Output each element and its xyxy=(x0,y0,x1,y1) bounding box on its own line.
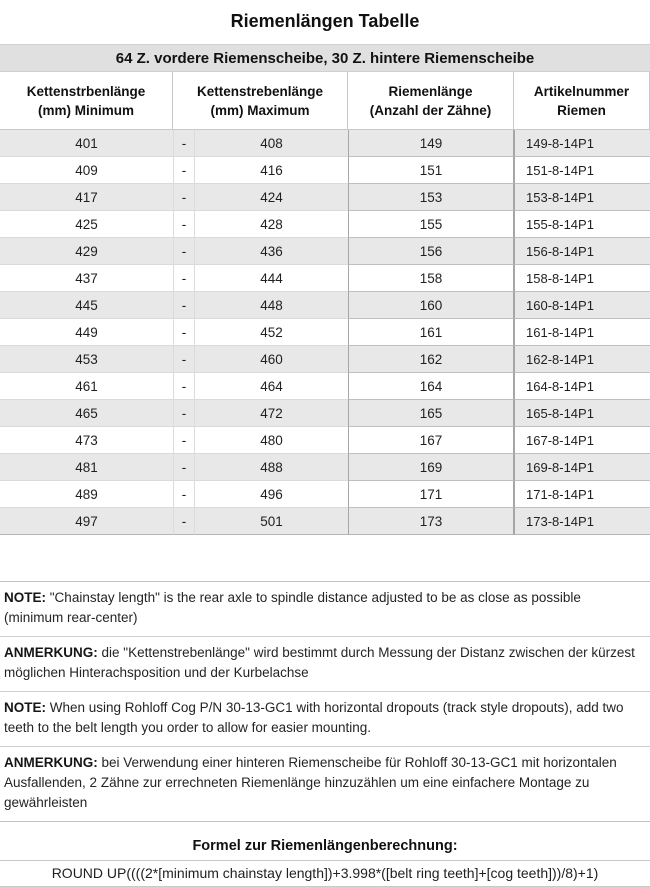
table-row xyxy=(0,454,650,481)
cell-belt-teeth: 160 xyxy=(348,292,514,319)
cell-chainstay-min: 497 xyxy=(0,508,173,535)
cell-chainstay-min: 445 xyxy=(0,292,173,319)
table-row xyxy=(0,481,650,508)
formula-expression: ROUND UP((((2*[minimum chainstay length])+3.998*([belt ring teeth]+[cog teeth]))/8)+1) xyxy=(0,860,650,887)
cell-chainstay-max: 408 xyxy=(195,130,348,157)
table-row xyxy=(0,211,650,238)
cell-chainstay-min: 473 xyxy=(0,427,173,454)
cell-belt-teeth: 165 xyxy=(348,400,514,427)
note-label: NOTE: xyxy=(4,590,46,605)
note-label: ANMERKUNG: xyxy=(4,755,98,770)
note-label: NOTE: xyxy=(4,700,46,715)
table-row xyxy=(0,346,650,373)
column-header-line1: Kettenstrbenlänge xyxy=(26,83,146,99)
column-header-line1: Artikelnummer xyxy=(533,83,630,99)
dash-separator: - xyxy=(173,157,195,184)
note-text: bei Verwendung einer hinteren Riemenscheibe für Rohloff 30-13-GC1 mit horizontalen Ausfallenden, 2 Zähne zur errechneten Riemenlänge hinzuzählen um eine einfachere Montage zu gewährleisten xyxy=(4,755,617,810)
note-label: ANMERKUNG: xyxy=(4,645,98,660)
note-text: When using Rohloff Cog P/N 30-13-GC1 with horizontal dropouts (track style dropouts), add two teeth to the belt length you order to allow for easier mounting. xyxy=(4,700,624,735)
dash-separator: - xyxy=(173,319,195,346)
cell-article-number: 165-8-14P1 xyxy=(514,400,650,427)
cell-chainstay-min: 417 xyxy=(0,184,173,211)
table-subtitle: 64 Z. vordere Riemenscheibe, 30 Z. hintere Riemenscheibe xyxy=(0,44,650,72)
dash-separator: - xyxy=(173,454,195,481)
cell-article-number: 155-8-14P1 xyxy=(514,211,650,238)
cell-belt-teeth: 153 xyxy=(348,184,514,211)
cell-article-number: 164-8-14P1 xyxy=(514,373,650,400)
cell-article-number: 158-8-14P1 xyxy=(514,265,650,292)
dash-separator: - xyxy=(173,373,195,400)
cell-belt-teeth: 161 xyxy=(348,319,514,346)
cell-belt-teeth: 167 xyxy=(348,427,514,454)
dash-separator: - xyxy=(173,292,195,319)
cell-chainstay-min: 437 xyxy=(0,265,173,292)
cell-chainstay-min: 453 xyxy=(0,346,173,373)
cell-belt-teeth: 156 xyxy=(348,238,514,265)
cell-chainstay-max: 424 xyxy=(195,184,348,211)
cell-article-number: 167-8-14P1 xyxy=(514,427,650,454)
cell-belt-teeth: 155 xyxy=(348,211,514,238)
cell-chainstay-max: 472 xyxy=(195,400,348,427)
cell-article-number: 151-8-14P1 xyxy=(514,157,650,184)
table-row xyxy=(0,238,650,265)
dash-separator: - xyxy=(173,265,195,292)
cell-article-number: 169-8-14P1 xyxy=(514,454,650,481)
cell-article-number: 162-8-14P1 xyxy=(514,346,650,373)
cell-belt-teeth: 169 xyxy=(348,454,514,481)
cell-belt-teeth: 151 xyxy=(348,157,514,184)
cell-chainstay-max: 496 xyxy=(195,481,348,508)
cell-chainstay-max: 448 xyxy=(195,292,348,319)
note-item xyxy=(0,582,650,636)
cell-belt-teeth: 164 xyxy=(348,373,514,400)
cell-chainstay-max: 480 xyxy=(195,427,348,454)
cell-chainstay-max: 464 xyxy=(195,373,348,400)
cell-chainstay-max: 460 xyxy=(195,346,348,373)
dash-separator: - xyxy=(173,211,195,238)
cell-article-number: 149-8-14P1 xyxy=(514,130,650,157)
note-item xyxy=(0,746,650,821)
dash-separator: - xyxy=(173,130,195,157)
notes-section xyxy=(0,581,650,822)
column-header-line2: (Anzahl der Zähne) xyxy=(369,102,492,118)
cell-chainstay-min: 401 xyxy=(0,130,173,157)
cell-belt-teeth: 162 xyxy=(348,346,514,373)
column-header-line2: Riemen xyxy=(557,102,606,118)
cell-chainstay-max: 436 xyxy=(195,238,348,265)
page-title: Riemenlängen Tabelle xyxy=(230,11,420,31)
note-text: die "Kettenstrebenlänge" wird bestimmt durch Messung der Distanz zwischen der kürzest möglichen Hinterachsposition und der Kurbelachse xyxy=(4,645,635,680)
cell-article-number: 153-8-14P1 xyxy=(514,184,650,211)
note-text: "Chainstay length" is the rear axle to spindle distance adjusted to be as close as possible (minimum rear-center) xyxy=(4,590,581,625)
cell-belt-teeth: 158 xyxy=(348,265,514,292)
column-header xyxy=(348,72,514,129)
cell-belt-teeth: 171 xyxy=(348,481,514,508)
column-header-line1: Riemenlänge xyxy=(388,83,473,99)
dash-separator: - xyxy=(173,508,195,535)
cell-article-number: 173-8-14P1 xyxy=(514,508,650,535)
cell-chainstay-min: 481 xyxy=(0,454,173,481)
column-header-line2: (mm) Minimum xyxy=(38,102,134,118)
formula-heading: Formel zur Riemenlängenberechnung: xyxy=(192,838,458,854)
cell-chainstay-max: 416 xyxy=(195,157,348,184)
table-row xyxy=(0,265,650,292)
table-row xyxy=(0,400,650,427)
cell-chainstay-max: 488 xyxy=(195,454,348,481)
cell-article-number: 171-8-14P1 xyxy=(514,481,650,508)
dash-separator: - xyxy=(173,427,195,454)
table-row xyxy=(0,319,650,346)
cell-chainstay-min: 489 xyxy=(0,481,173,508)
cell-article-number: 161-8-14P1 xyxy=(514,319,650,346)
table-body xyxy=(0,130,650,535)
dash-separator: - xyxy=(173,346,195,373)
cell-chainstay-max: 452 xyxy=(195,319,348,346)
cell-belt-teeth: 173 xyxy=(348,508,514,535)
table-row xyxy=(0,373,650,400)
note-item xyxy=(0,691,650,746)
cell-chainstay-min: 429 xyxy=(0,238,173,265)
cell-article-number: 156-8-14P1 xyxy=(514,238,650,265)
table-row xyxy=(0,292,650,319)
column-header-line2: (mm) Maximum xyxy=(210,102,310,118)
cell-chainstay-min: 465 xyxy=(0,400,173,427)
table-header-row xyxy=(0,72,650,130)
table-row xyxy=(0,508,650,535)
column-header xyxy=(514,72,650,129)
cell-chainstay-max: 444 xyxy=(195,265,348,292)
column-header-line1: Kettenstrebenlänge xyxy=(196,83,324,99)
cell-chainstay-min: 461 xyxy=(0,373,173,400)
cell-belt-teeth: 149 xyxy=(348,130,514,157)
dash-separator: - xyxy=(173,481,195,508)
cell-chainstay-min: 409 xyxy=(0,157,173,184)
column-header xyxy=(0,72,173,129)
column-header xyxy=(173,72,348,129)
cell-chainstay-min: 449 xyxy=(0,319,173,346)
table-row xyxy=(0,184,650,211)
table-row xyxy=(0,130,650,157)
table-row xyxy=(0,427,650,454)
dash-separator: - xyxy=(173,184,195,211)
table-row xyxy=(0,157,650,184)
cell-chainstay-max: 501 xyxy=(195,508,348,535)
cell-chainstay-min: 425 xyxy=(0,211,173,238)
dash-separator: - xyxy=(173,400,195,427)
cell-chainstay-max: 428 xyxy=(195,211,348,238)
cell-article-number: 160-8-14P1 xyxy=(514,292,650,319)
dash-separator: - xyxy=(173,238,195,265)
note-item xyxy=(0,636,650,691)
